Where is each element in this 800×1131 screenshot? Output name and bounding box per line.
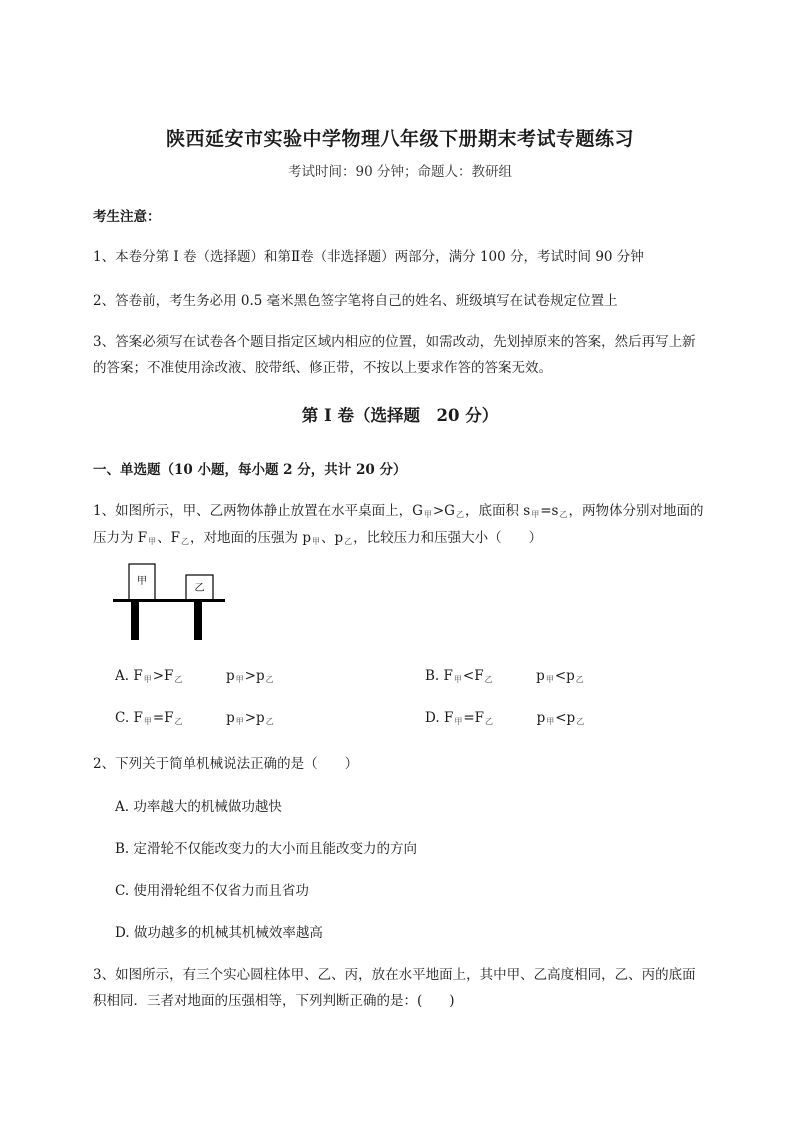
box-jia-label: 甲: [137, 576, 147, 587]
table-leg-left: [131, 602, 139, 640]
page-title: 陕西延安市实验中学物理八年级下册期末考试专题练习: [165, 128, 634, 150]
q1-option-b[interactable]: B. $F_甲<F_乙$ $p_甲<p_乙$: [425, 668, 584, 684]
q3-stem-line1: 3、如图所示，有三个实心圆柱体甲、乙、丙，放在水平地面上，其中甲、乙高度相同，乙、丙的底面: [93, 967, 696, 983]
box-yi-label: 乙: [194, 583, 205, 594]
q1-figure: [113, 562, 227, 642]
q2-option-b[interactable]: B. 定滑轮不仅能改变力的大小而且能改变力的方向: [115, 841, 418, 857]
notice-item-2: 2、答卷前，考生务必用 0.5 毫米黑色签字笔将自己的姓名、班级填写在试卷规定位置上: [93, 293, 618, 309]
q3-stem-line2: 积相同．三者对地面的压强相等，下列判断正确的是：( ): [93, 993, 455, 1009]
exam-info: 考试时间：90 分钟；命题人：教研组: [288, 164, 512, 180]
q1-stem-line2: 压力为 $F_甲$、$F_乙$，对地面的压强为 $p_甲$、$p_乙$，比较压力和压强大小（ ）: [93, 530, 543, 546]
q1-option-d[interactable]: D. $F_甲=F_乙$ $p_甲<p_乙$: [425, 710, 585, 726]
q1-option-a[interactable]: A. $F_甲>F_乙$ $p_甲>p_乙$: [115, 668, 274, 684]
section-title: 第 I 卷（选择题 20 分）: [301, 406, 499, 425]
q2-option-c[interactable]: C. 使用滑轮组不仅省力而且省功: [115, 883, 309, 899]
q2-stem: 2、下列关于简单机械说法正确的是（ ）: [93, 756, 359, 772]
notice-item-3-cont: 的答案；不准使用涂改液、胶带纸、修正带，不按以上要求作答的答案无效。: [93, 360, 552, 376]
notice-item-1: 1、本卷分第 I 卷（选择题）和第Ⅱ卷（非选择题）两部分，满分 100 分，考试时间 90 分钟: [93, 249, 644, 265]
part-heading: 一、单选题（10 小题，每小题 2 分，共计 20 分）: [93, 462, 407, 478]
q1-stem-line1: 1、如图所示，甲、乙两物体静止放置在水平桌面上，$G_甲>G_乙$，底面积 $s_甲=s_乙$，两物体分别对地面的: [93, 503, 704, 519]
q1-option-c[interactable]: C. $F_甲=F_乙$ $p_甲>p_乙$: [115, 710, 274, 726]
table-top: [113, 599, 225, 602]
notice-heading: 考生注意：: [93, 209, 161, 225]
notice-item-3: 3、答案必须写在试卷各个题目指定区域内相应的位置，如需改动，先划掉原来的答案，然后再写上新: [93, 334, 696, 350]
table-leg-right: [194, 602, 202, 640]
q2-option-d[interactable]: D. 做功越多的机械其机械效率越高: [115, 925, 323, 941]
q2-option-a[interactable]: A. 功率越大的机械做功越快: [115, 799, 282, 815]
